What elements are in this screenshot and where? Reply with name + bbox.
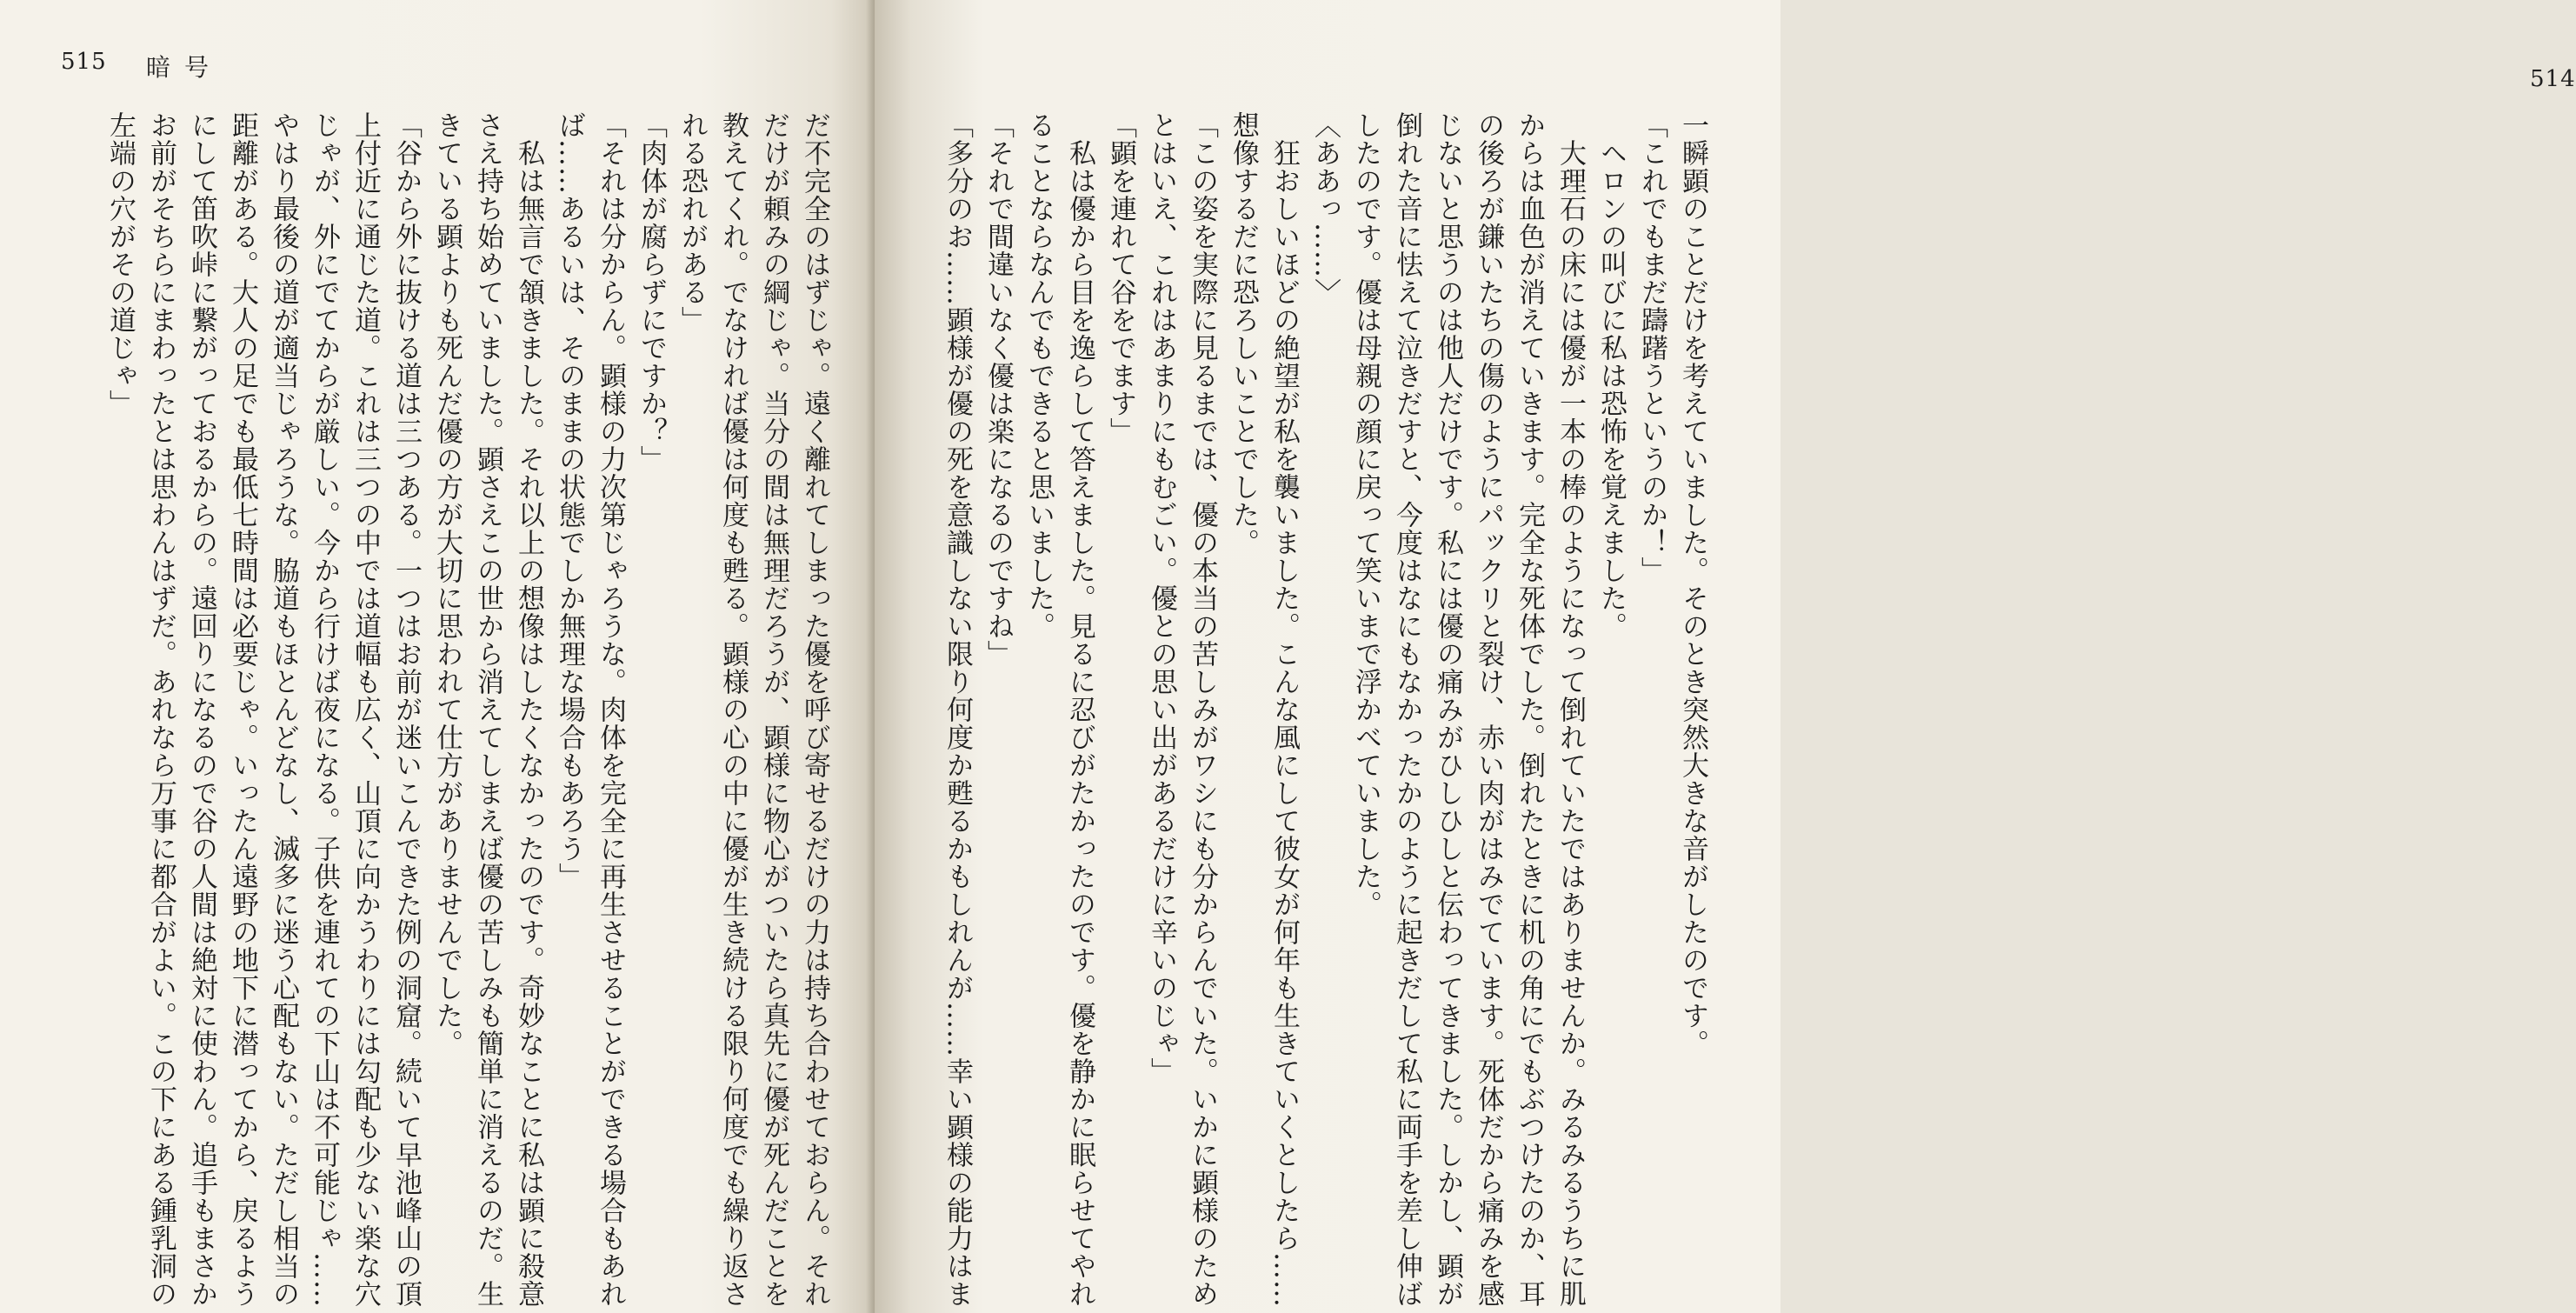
- text-line: じゃが、外にでてからが厳しい。今から行けば夜になる。子供を連れての下山は不可能じゃ……: [309, 111, 340, 1308]
- text-line: 私は無言で頷きました。それ以上の想像はしたくなかったのです。奇妙なことに私は顕に殺意: [513, 111, 544, 1308]
- text-line: からは血色が消えていきます。完全な死体でした。倒れたときに机の角にでもぶつけたのか、耳: [1514, 111, 1545, 1308]
- right-page-body: [913, 111, 1713, 1308]
- text-line: 距離がある。大人の足でも最低七時間は必要じゃ。いったん遠野の地下に潜ってから、戻るよう: [227, 111, 258, 1308]
- left-page: [0, 0, 875, 1313]
- text-line: じないと思うのは他人だけです。私には優の痛みがひしひしと伝わってきました。しかし、顕が: [1432, 111, 1463, 1308]
- page-number-right: 514: [2530, 66, 2576, 92]
- text-line: 「顕を連れて谷をでます」: [1105, 111, 1136, 445]
- text-line: きている顕よりも死んだ優の方が大切に思われて仕方がありませんでした。: [431, 111, 463, 1057]
- text-line: 「これでもまだ躊躇うというのか！」: [1636, 111, 1667, 584]
- text-line: 私は優から目を逸らして答えました。見るに忍びがたかったのです。優を静かに眠らせてやれ: [1064, 111, 1095, 1308]
- text-line: とはいえ、これはあまりにもむごい。優との思い出があるだけに辛いのじゃ」: [1146, 111, 1177, 1085]
- running-head: 暗号: [146, 53, 223, 82]
- text-line: れる恐れがある」: [676, 111, 708, 334]
- text-line: だ不完全のはずじゃ。遠く離れてしまった優を呼び寄せるだけの力は持ち合わせておらん。それ: [799, 111, 830, 1308]
- text-line: 教えてくれ。でなければ優は何度も甦る。顕様の心の中に優が生き続ける限り何度でも繰り返さ: [717, 111, 749, 1308]
- text-line: 「谷から外に抜ける道は三つある。一つはお前が迷いこんできた例の洞窟。続いて早池峰山の頂: [390, 111, 422, 1308]
- text-line: さえ持ち始めていました。顕さえこの世から消えてしまえば優の苦しみも簡単に消えるのだ。生: [472, 111, 503, 1308]
- text-line: 倒れた音に怯えて泣きだすと、今度はなにもなかったかのように起きだして私に両手を差し伸ば: [1391, 111, 1422, 1308]
- text-line: 狂おしいほどの絶望が私を襲いました。こんな風にして彼女が何年も生きていくとしたら……: [1268, 111, 1300, 1308]
- text-line: 「この姿を実際に見るまでは、優の本当の苦しみがワシにも分からんでいた。いかに顕様のため: [1187, 111, 1218, 1308]
- text-line: 「肉体が腐らずにですか？」: [636, 111, 667, 473]
- text-line: やはり最後の道が適当じゃろうな。脇道もほとんどなし、滅多に迷う心配もない。ただし相当の: [268, 111, 299, 1308]
- page-number-left: 515: [61, 49, 107, 75]
- left-page-body: [61, 111, 835, 1308]
- text-line: 「多分のお……顕様が優の死を意識しない限り何度か甦るかもしれんが……幸い顕様の能力はま: [942, 111, 973, 1308]
- text-line: 〈ああっ……〉: [1309, 111, 1341, 306]
- text-line: 「それで間違いなく優は楽になるのですね」: [982, 111, 1014, 668]
- text-line: ば……あるいは、そのままの状態でしか無理な場合もあろう」: [554, 111, 585, 890]
- text-line: ヘロンの叫びに私は恐怖を覚えました。: [1595, 111, 1627, 640]
- text-line: だけが頼みの綱じゃ。当分の間は無理だろうが、顕様に物心がついたら真先に優が死んだことを: [758, 111, 789, 1308]
- text-line: 大理石の床には優が一本の棒のようになって倒れていたではありませんか。みるみるうちに肌: [1554, 111, 1586, 1308]
- text-line: お前がそちらにまわったとは思わんはずだ。あれなら万事に都合がよい。この下にある鍾乳洞の: [145, 111, 176, 1308]
- text-line: 一瞬顕のことだけを考えていました。そのとき突然大きな音がしたのです。: [1677, 111, 1708, 1057]
- text-line: したのです。優は母親の顔に戻って笑いまで浮かべていました。: [1350, 111, 1381, 918]
- text-line: 「それは分からん。顕様の力次第じゃろうな。肉体を完全に再生させることができる場合もあれ: [595, 111, 626, 1308]
- text-line: ることならなんでもできると思いました。: [1023, 111, 1055, 640]
- text-line: にして笛吹峠に繋がっておるからの。遠回りになるので谷の人間は絶対に使わん。追手もまさか: [186, 111, 217, 1308]
- text-line: 想像するだに恐ろしいことでした。: [1228, 111, 1259, 557]
- text-line: 左端の穴がその道じゃ」: [104, 111, 136, 417]
- text-line: の後ろが鎌いたちの傷のようにパックリと裂け、赤い肉がはみでています。死体だから痛みを感: [1473, 111, 1504, 1308]
- text-line: 上付近に通じた道。これは三つの中では道幅も広く、山頂に向かうわりには勾配も少ない楽な穴: [349, 111, 381, 1308]
